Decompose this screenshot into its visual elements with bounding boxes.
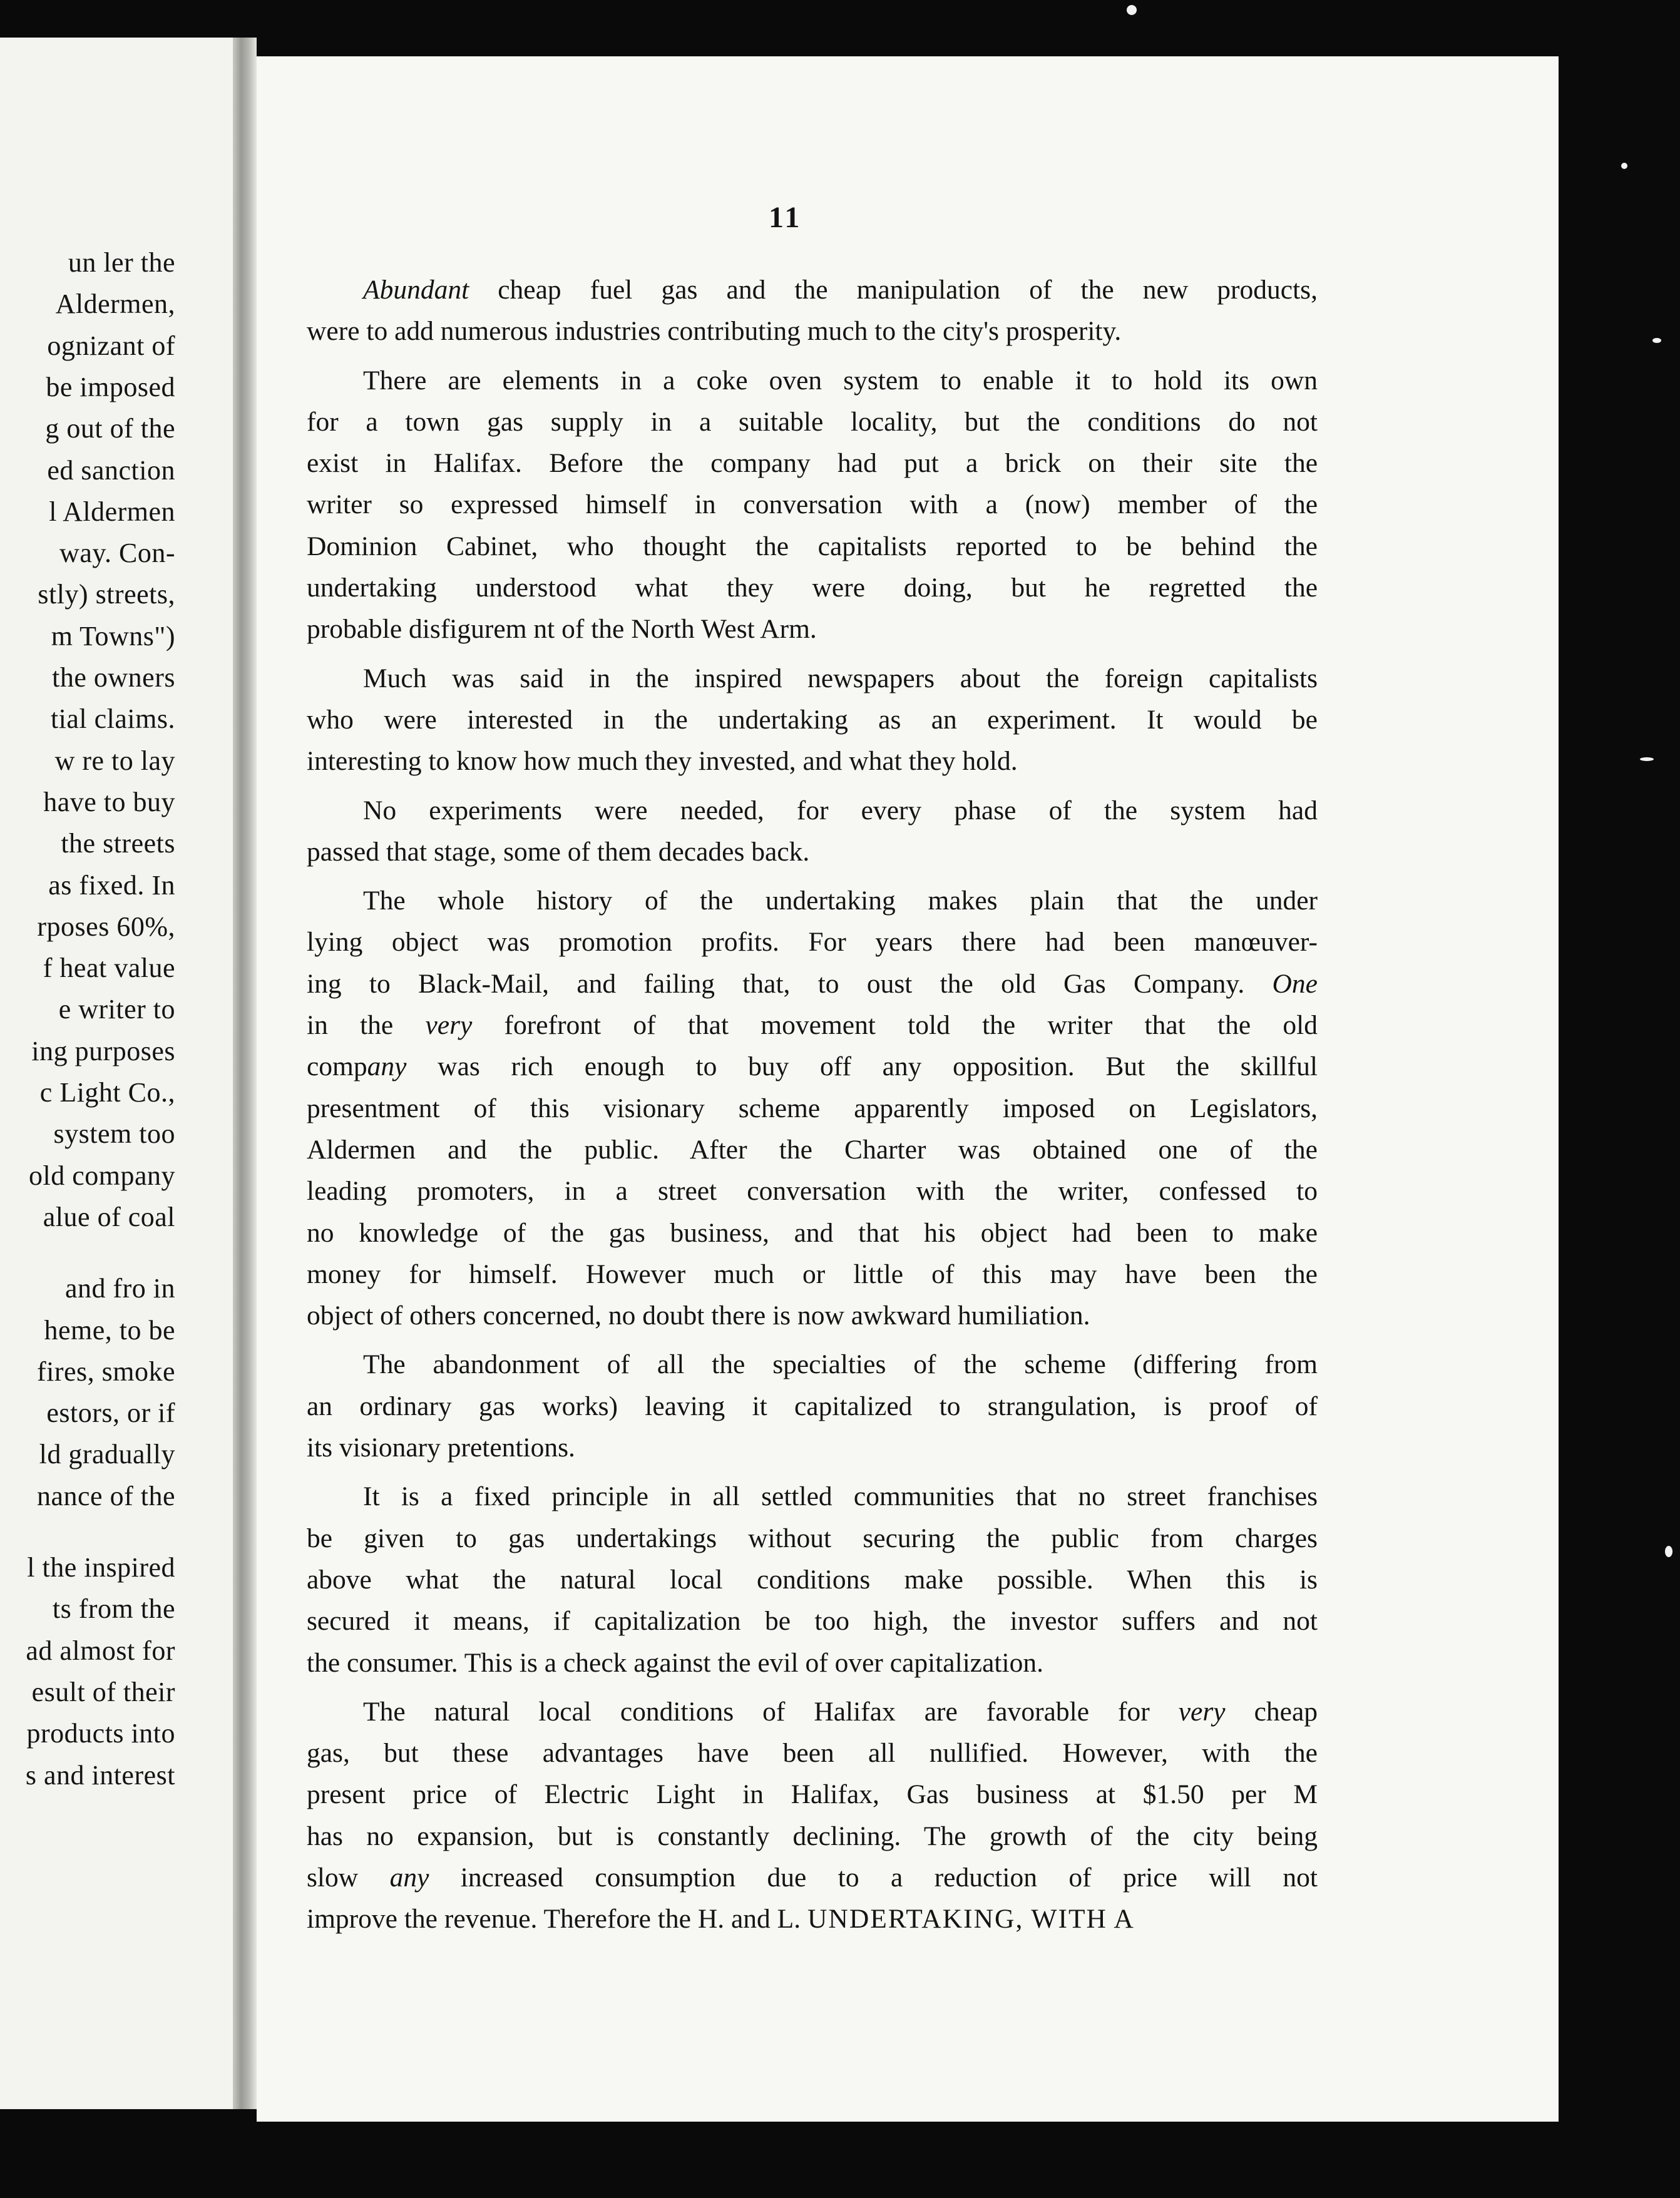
text-line: slow any increased consumption due to a reduction of price will not (307, 1862, 1318, 1893)
text-line: passed that stage, some of them decades back. (307, 836, 810, 867)
left-page-line: f heat value (43, 953, 175, 984)
left-page-line: way. Con- (59, 538, 175, 569)
left-page-line: have to buy (43, 786, 175, 817)
text-line: Much was said in the inspired newspapers about the foreign capitalists (363, 663, 1318, 693)
left-page-line: s and interest (25, 1759, 175, 1791)
paragraph (307, 790, 1318, 873)
text-line: writer so expressed himself in conversation with a (now) member of the (307, 489, 1318, 520)
text-line: exist in Halifax. Before the company had put a brick on their site the (307, 448, 1318, 479)
left-page-line: ed sanction (47, 454, 175, 486)
text-line: company was rich enough to buy off any opposition. But the skillful (307, 1051, 1318, 1082)
text-line: leading promoters, in a street conversation with the writer, confessed to (307, 1176, 1318, 1207)
scan-speck (1640, 757, 1654, 761)
left-page-line: w re to lay (54, 745, 175, 776)
text-line: secured it means, if capitalization be too high, the investor suffers and not (307, 1606, 1318, 1637)
left-page-line: and fro in (64, 1273, 175, 1304)
paragraph (307, 1476, 1318, 1683)
left-page-line: as fixed. In (48, 869, 175, 901)
left-page-fragment (0, 38, 233, 2109)
text-line: undertaking understood what they were doing, but he regretted the (307, 573, 1318, 603)
paragraph (307, 269, 1318, 352)
book-gutter (233, 38, 257, 2109)
scan-speck (1665, 1546, 1672, 1557)
text-line: Aldermen and the public. After the Charter was obtained one of the (307, 1134, 1318, 1165)
text-line: Dominion Cabinet, who thought the capitalists reported to be behind the (307, 531, 1318, 561)
text-line: probable disfigurem nt of the North West Arm. (307, 614, 817, 645)
scan-speck (1652, 338, 1661, 343)
left-page-line: ad almost for (26, 1635, 175, 1666)
text-line: The abandonment of all the specialties of the scheme (differing from (363, 1349, 1318, 1380)
left-page-line: stly) streets, (38, 579, 175, 610)
left-page-line: estors, or if (46, 1398, 175, 1429)
left-page-line: rposes 60%, (37, 911, 175, 942)
left-page-line: c Light Co., (39, 1077, 175, 1108)
left-page-line: ts from the (52, 1593, 175, 1625)
left-page-line: heme, to be (44, 1314, 175, 1346)
text-line: ing to Black-Mail, and failing that, to oust the old Gas Company. One (307, 968, 1318, 999)
text-line: were to add numerous industries contributing much to the city's prosperity. (307, 316, 1122, 347)
text-line: present price of Electric Light in Halifax, Gas business at $1.50 per M (307, 1779, 1318, 1810)
text-line: above what the natural local conditions make possible. When this is (307, 1564, 1318, 1595)
left-page-line: ognizant of (47, 330, 175, 361)
text-line: interesting to know how much they invested, and what they hold. (307, 746, 1018, 777)
left-page-line: g out of the (45, 413, 175, 444)
left-page-line: l Aldermen (49, 496, 175, 527)
text-line: its visionary pretentions. (307, 1433, 575, 1463)
scan-speck (1621, 163, 1627, 169)
text-line: be given to gas undertakings without securing the public from charges (307, 1523, 1318, 1553)
left-page-line: be imposed (46, 371, 175, 402)
text-line: presentment of this visionary scheme apparently imposed on Legislators, (307, 1093, 1318, 1123)
text-line: improve the revenue. Therefore the H. and L. UNDERTAKING, WITH A (307, 1904, 1135, 1935)
left-page-line: nance of the (37, 1480, 175, 1511)
text-line: has no expansion, but is constantly declining. The growth of the city being (307, 1821, 1318, 1851)
left-page-line: esult of their (31, 1676, 175, 1707)
text-line: who were interested in the undertaking as an experiment. It would be (307, 704, 1318, 735)
text-line: an ordinary gas works) leaving it capitalized to strangulation, is proof of (307, 1391, 1318, 1421)
left-page-line: e writer to (58, 994, 175, 1025)
text-line: for a town gas supply in a suitable locality, but the conditions do not (307, 406, 1318, 437)
text-line: gas, but these advantages have been all nullified. However, with the (307, 1738, 1318, 1769)
paragraph (307, 1691, 1318, 1940)
page-number: 11 (769, 201, 802, 234)
paragraph (307, 880, 1318, 1336)
body-text (307, 269, 1318, 1948)
left-page-line: the streets (61, 828, 175, 859)
text-line: no knowledge of the gas business, and that his object had been to make (307, 1217, 1318, 1248)
text-line: object of others concerned, no doubt there is now awkward humiliation. (307, 1301, 1090, 1331)
text-line: The whole history of the undertaking makes plain that the under (363, 886, 1318, 916)
left-page-line: products into (26, 1718, 175, 1749)
text-line: money for himself. However much or little of this may have been the (307, 1259, 1318, 1289)
left-page-line: Aldermen, (55, 289, 175, 320)
left-page-line: ld gradually (39, 1439, 175, 1470)
paragraph (307, 658, 1318, 782)
text-line: the consumer. This is a check against the evil of over capitalization. (307, 1647, 1043, 1678)
left-page-line: the owners (52, 662, 175, 693)
left-page-line: ing purposes (31, 1035, 175, 1066)
text-line: The natural local conditions of Halifax are favorable for very cheap (363, 1696, 1318, 1727)
left-page-line: alue of coal (43, 1201, 175, 1232)
text-line: There are elements in a coke oven system to enable it to hold its own (363, 365, 1318, 396)
paragraph (307, 1344, 1318, 1468)
paragraph (307, 360, 1318, 650)
left-page-line: l the inspired (27, 1552, 175, 1583)
left-page-line: system too (53, 1118, 175, 1150)
left-page-line: m Towns") (51, 620, 175, 652)
text-line: It is a fixed principle in all settled communities that no street franchises (363, 1481, 1318, 1512)
scan-speck (1127, 5, 1137, 15)
left-page-line: fires, smoke (36, 1356, 175, 1387)
text-line: lying object was promotion profits. For years there had been manœuver- (307, 927, 1318, 958)
text-line: No experiments were needed, for every phase of the system had (363, 795, 1318, 826)
text-line: in the very forefront of that movement told the writer that the old (307, 1010, 1318, 1041)
text-line: Abundant cheap fuel gas and the manipulation of the new products, (363, 275, 1318, 305)
left-page-line: old company (28, 1160, 175, 1191)
left-page-line: un ler the (68, 247, 175, 278)
left-page-line: tial claims. (50, 703, 175, 735)
